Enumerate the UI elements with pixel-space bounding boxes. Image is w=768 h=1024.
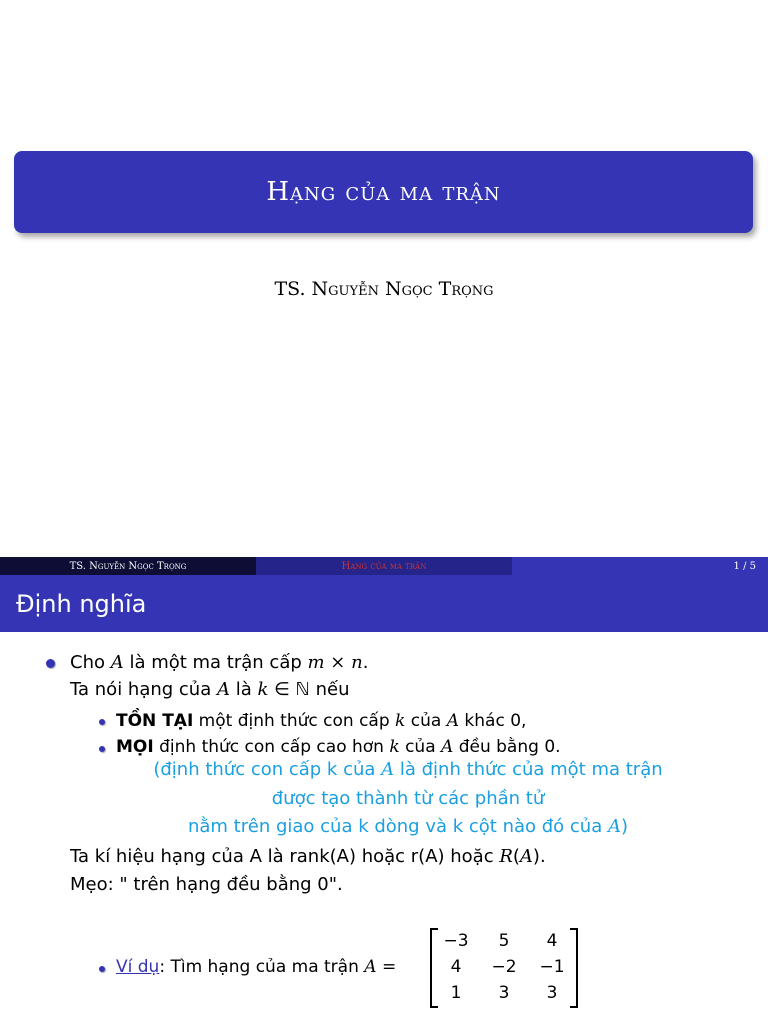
slide-title: Hạng của ma trận [266,177,501,207]
matrix-cell: 1 [450,983,462,1003]
text: một định thức con cấp [193,711,396,731]
text: : Tìm hạng của ma trận [159,957,365,977]
definition-line-2 [70,679,350,701]
text: là định thức của một ma trận [394,759,663,780]
note-line-3 [24,816,768,838]
note-line-1 [24,759,768,781]
math-expr: m × n [307,652,363,673]
math-var: k [389,737,400,757]
sub-bullet-icon [99,966,105,972]
matrix-cell: 5 [498,931,510,951]
sub-bullet-icon [99,719,105,725]
example-line [116,956,396,978]
text: nằm trên giao của k dòng và k cột nào đó của [187,816,608,837]
text: định thức con cấp cao hơn [153,737,390,757]
text: = [376,957,397,977]
matrix-cell: 4 [450,957,462,977]
footer-title: Hạng của ma trận [256,557,512,575]
matrix-cell: 3 [546,983,558,1003]
frame-title-text: Định nghĩa [16,589,147,618]
text: là một ma trận cấp [123,652,308,673]
math-var: A [441,737,454,757]
sub-bullet-icon [99,746,105,752]
matrix-cell: −2 [491,957,517,977]
author-name: TS. Nguyễn Ngọc Trọng [274,278,494,300]
condition-exists [116,710,526,732]
example-link[interactable]: Ví dụ [116,957,160,977]
text: Ta kí hiệu hạng của A là rank(A) hoặc r(A) hoặc [70,846,500,867]
text: . [362,652,369,673]
math-var: A [446,711,459,731]
text: ∈ ℕ nếu [268,679,350,700]
notation-line [70,846,546,868]
tip-line: Mẹo: " trên hạng đều bằng 0". [70,874,343,895]
example-matrix [430,928,578,1006]
footer-page-number: 1 / 5 [512,557,768,575]
frame-title [0,575,768,632]
text: là [229,679,258,700]
math-var: A [216,679,230,700]
math-var: R [499,846,513,867]
math-var: k [257,679,269,700]
matrix-cell: 4 [546,931,558,951]
footer-bar [0,557,768,575]
text: ). [532,846,546,867]
math-var: A [364,957,377,977]
footer-author: TS. Nguyễn Ngọc Trọng [0,557,256,575]
matrix-cell: 3 [498,983,510,1003]
text: của [405,711,447,731]
math-var: A [381,759,395,780]
text: đều bằng 0. [453,737,561,757]
definition-line-1 [70,652,368,674]
matrix-cell: −3 [443,931,469,951]
title-banner [14,151,753,233]
math-var: A [110,652,124,673]
bullet-icon [46,659,55,668]
condition-all [116,736,561,758]
text: ( [512,846,520,867]
math-var: A [519,846,533,867]
text: của [399,737,442,757]
matrix-cell: −1 [539,957,565,977]
math-var: k [395,711,406,731]
text: ) [620,816,628,837]
math-var: A [607,816,621,837]
note-line-2: được tạo thành từ các phần tử [271,788,545,809]
emphasis: MỌI [116,737,154,757]
text: khác 0, [459,711,527,731]
text: (định thức con cấp k của [153,759,382,780]
text: Cho [70,652,111,673]
emphasis: TỒN TẠI [116,711,194,731]
text: Ta nói hạng của [70,679,217,700]
